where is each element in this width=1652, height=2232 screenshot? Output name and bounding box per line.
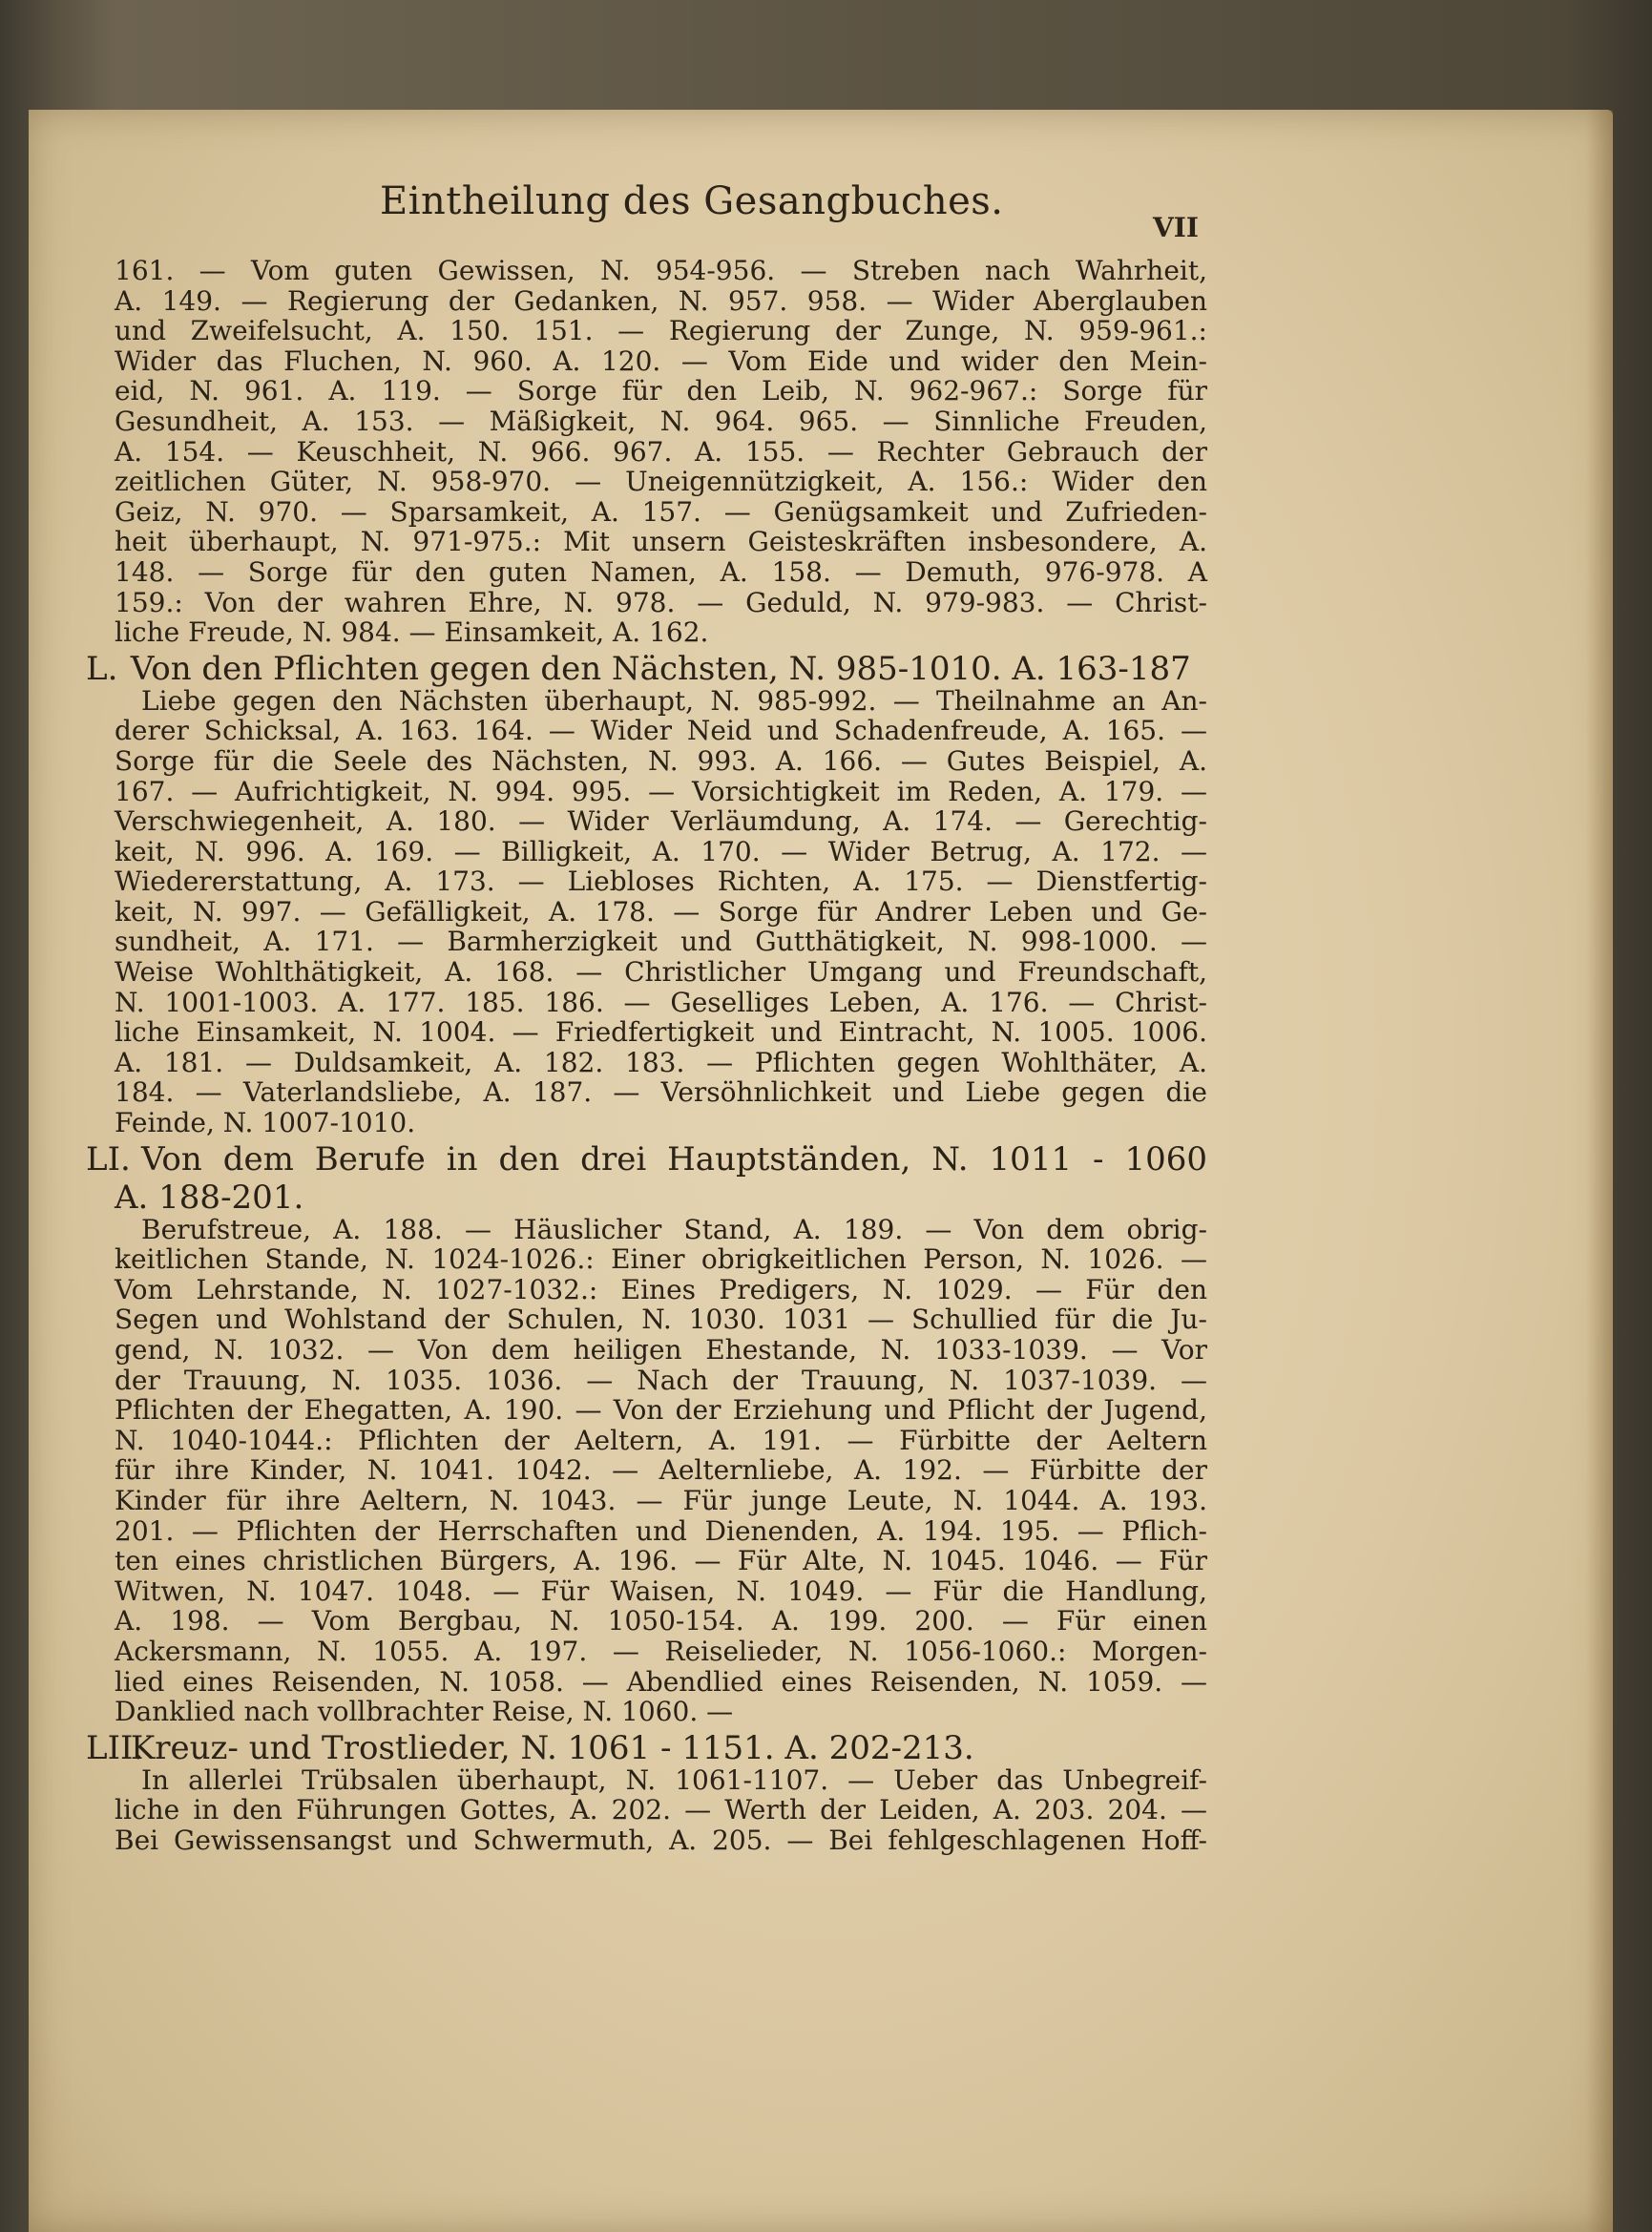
text-line: Pflichten der Ehegatten, A. 190. — Von der Erziehung und Pflicht der Jugend, — [115, 1394, 1207, 1427]
text-line: 167. — Aufrichtigkeit, N. 994. 995. — Vorsichtigkeit im Reden, A. 179. — — [115, 775, 1207, 807]
text-line: N. 1001-1003. A. 177. 185. 186. — Geselliges Leben, A. 176. — Christ- — [115, 986, 1207, 1018]
text-line: Danklied nach vollbrachter Reise, N. 1060. — — [115, 1696, 734, 1728]
section-heading-LII — [86, 1728, 1207, 1767]
text-line: zeitlichen Güter, N. 958-970. — Uneigennützigkeit, A. 156.: Wider den — [115, 466, 1207, 498]
text-line: Kinder für ihre Aeltern, N. 1043. — Für junge Leute, N. 1044. A. 193. — [115, 1484, 1207, 1516]
page-body — [86, 255, 1208, 1856]
text-line: A. 154. — Keuschheit, N. 966. 967. A. 155. — Rechter Gebrauch der — [115, 435, 1207, 468]
text-line: Feinde, N. 1007-1010. — [115, 1107, 416, 1139]
text-line: derer Schicksal, A. 163. 164. — Wider Neid und Schadenfreude, A. 165. — — [115, 715, 1207, 747]
section-number: LI. — [86, 1139, 131, 1179]
text-line: A. 149. — Regierung der Gedanken, N. 957. 958. — Wider Aberglauben — [115, 284, 1207, 317]
text-line: gend, N. 1032. — Von dem heiligen Ehestande, N. 1033-1039. — Vor — [115, 1334, 1207, 1366]
text-line: 159.: Von der wahren Ehre, N. 978. — Geduld, N. 979-983. — Christ- — [115, 586, 1207, 618]
section-heading-LI — [86, 1139, 1208, 1179]
text-line: 201. — Pflichten der Herrschaften und Dienenden, A. 194. 195. — Pflich- — [115, 1514, 1207, 1547]
text-line: keit, N. 997. — Gefälligkeit, A. 178. — Sorge für Andrer Leben und Ge- — [115, 895, 1207, 928]
text-line: für ihre Kinder, N. 1041. 1042. — Aelternliebe, A. 192. — Fürbitte der — [115, 1454, 1207, 1487]
text-line: Berufstreue, A. 188. — Häuslicher Stand, A. 189. — Von dem obrig- — [141, 1213, 1207, 1245]
text-line: eid, N. 961. A. 119. — Sorge für den Leib, N. 962-967.: Sorge für — [115, 375, 1207, 407]
text-line: Witwen, N. 1047. 1048. — Für Waisen, N. 1049. — Für die Handlung, — [115, 1575, 1207, 1607]
text-line: Sorge für die Seele des Nächsten, N. 993. A. 166. — Gutes Beispiel, A. — [115, 744, 1207, 777]
text-line: lied eines Reisenden, N. 1058. — Abendlied eines Reisenden, N. 1059. — — [115, 1665, 1207, 1698]
text-line: Gesundheit, A. 153. — Mäßigkeit, N. 964. 965. — Sinnliche Freuden, — [115, 405, 1207, 437]
text-line: liche Einsamkeit, N. 1004. — Friedfertigkeit und Eintracht, N. 1005. 1006. — [115, 1016, 1207, 1049]
text-line: keitlichen Stande, N. 1024-1026.: Einer obrigkeitlichen Person, N. 1026. — — [115, 1243, 1207, 1276]
text-line: Liebe gegen den Nächsten überhaupt, N. 985-992. — Theilnahme an An- — [141, 684, 1207, 717]
text-line: Wider das Fluchen, N. 960. A. 120. — Vom Eide und wider den Mein- — [115, 344, 1207, 377]
page-number: VII — [1153, 212, 1199, 243]
text-line: ten eines christlichen Bürgers, A. 196. — Für Alte, N. 1045. 1046. — Für — [115, 1545, 1207, 1577]
section-L-block — [115, 686, 1207, 1138]
text-line: Geiz, N. 970. — Sparsamkeit, A. 157. — Genügsamkeit und Zufrieden- — [115, 495, 1207, 528]
text-line: sundheit, A. 171. — Barmherzigkeit und Gutthätigkeit, N. 998-1000. — — [115, 926, 1207, 958]
text-line: liche Freude, N. 984. — Einsamkeit, A. 162. — [115, 616, 709, 649]
text-line: heit überhaupt, N. 971-975.: Mit unsern Geisteskräften insbesondere, A. — [115, 526, 1207, 558]
text-line: Segen und Wohlstand der Schulen, N. 1030. 1031 — Schullied für die Ju- — [115, 1304, 1207, 1336]
text-line: und Zweifelsucht, A. 150. 151. — Regierung der Zunge, N. 959-961.: — [115, 315, 1207, 347]
text-line: Ackersmann, N. 1055. A. 197. — Reiselieder, N. 1056-1060.: Morgen- — [115, 1635, 1207, 1667]
text-line: Weise Wohlthätigkeit, A. 168. — Christlicher Umgang und Freundschaft, — [115, 956, 1207, 989]
section-LII-block — [115, 1765, 1207, 1856]
page-edge-shadow — [1586, 110, 1613, 2232]
text-line: Bei Gewissensangst und Schwermuth, A. 205. — Bei fehlgeschlagenen Hoff- — [115, 1824, 1207, 1856]
text-line: In allerlei Trübsalen überhaupt, N. 1061-1107. — Ueber das Unbegreif- — [141, 1763, 1207, 1796]
text-line: N. 1040-1044.: Pflichten der Aeltern, A. 191. — Fürbitte der Aeltern — [115, 1424, 1207, 1456]
section-number: LII. — [86, 1728, 144, 1767]
section-title-continued: A. 188-201. — [115, 1178, 304, 1217]
section-LI-block — [115, 1215, 1207, 1727]
running-head: Eintheilung des Gesangbuches. — [380, 179, 1004, 223]
text-line: der Trauung, N. 1035. 1036. — Nach der Trauung, N. 1037-1039. — — [115, 1364, 1207, 1396]
section-number: L. — [86, 649, 118, 688]
text-line: Verschwiegenheit, A. 180. — Wider Verläumdung, A. 174. — Gerechtig- — [115, 805, 1207, 838]
section-heading-L — [86, 649, 1207, 688]
text-line: liche in den Führungen Gottes, A. 202. — Werth der Leiden, A. 203. 204. — — [115, 1794, 1207, 1826]
section-title: Von den Pflichten gegen den Nächsten, N. 985-1010. A. 163-187 — [130, 649, 1191, 688]
section-title: Kreuz- und Trostlieder, N. 1061 - 1151. A. 202-213. — [130, 1728, 974, 1767]
section-title: Von dem Berufe in den drei Hauptständen, N. 1011 - 1060 — [140, 1139, 1208, 1179]
text-line: 184. — Vaterlandsliebe, A. 187. — Versöhnlichkeit und Liebe gegen die — [115, 1076, 1207, 1109]
text-line: Wiedererstattung, A. 173. — Liebloses Richten, A. 175. — Dienstfertig- — [115, 866, 1207, 898]
section-heading-LI-cont — [115, 1180, 1207, 1215]
text-line: A. 181. — Duldsamkeit, A. 182. 183. — Pflichten gegen Wohlthäter, A. — [115, 1046, 1207, 1078]
text-line: 161. — Vom guten Gewissen, N. 954-956. — Streben nach Wahrheit, — [115, 255, 1207, 286]
text-line: keit, N. 996. A. 169. — Billigkeit, A. 170. — Wider Betrug, A. 172. — — [115, 835, 1207, 867]
text-line: Vom Lehrstande, N. 1027-1032.: Eines Predigers, N. 1029. — Für den — [115, 1273, 1207, 1305]
text-line: A. 198. — Vom Bergbau, N. 1050-154. A. 199. 200. — Für einen — [115, 1605, 1207, 1637]
intro-block — [115, 256, 1207, 648]
text-line: 148. — Sorge für den guten Namen, A. 158. — Demuth, 976-978. A — [115, 555, 1207, 588]
